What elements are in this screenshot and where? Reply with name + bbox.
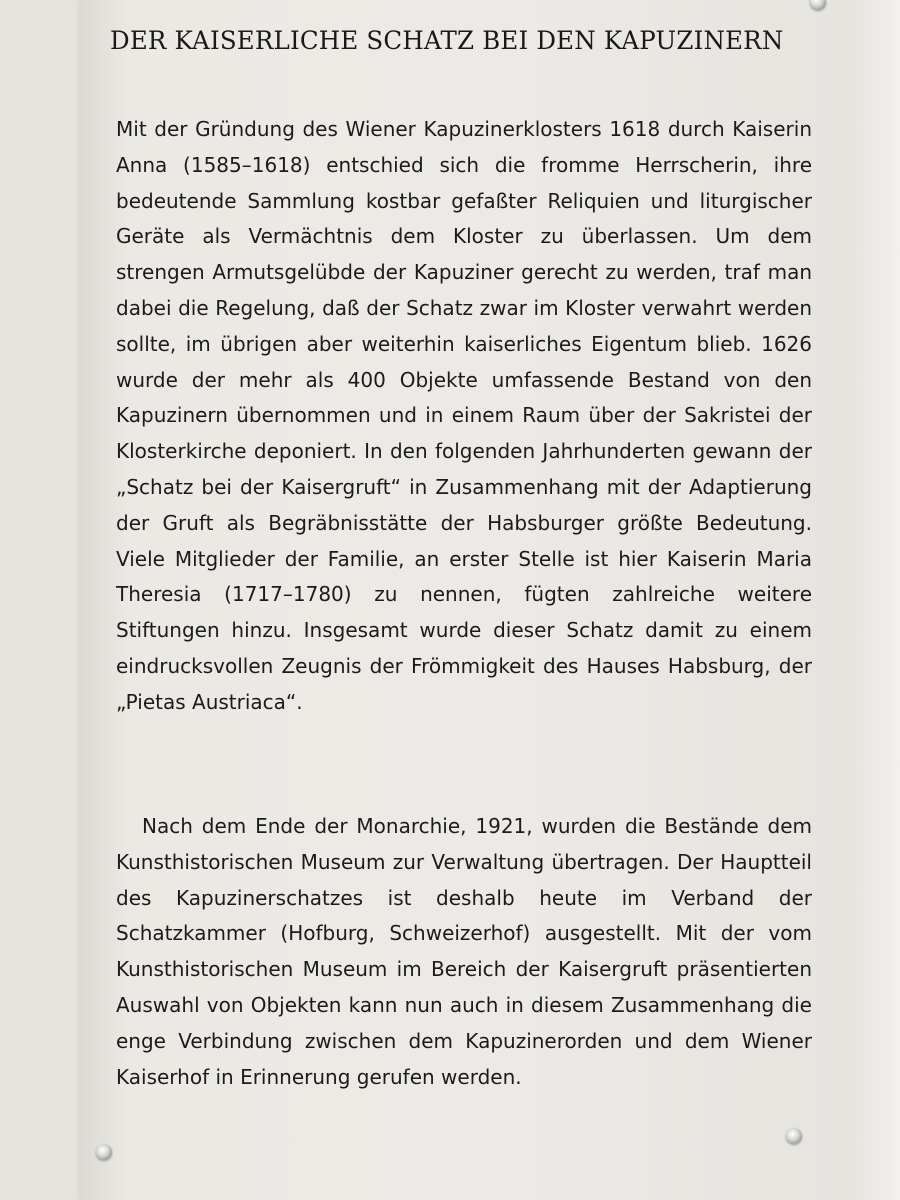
wall-edge	[852, 0, 900, 1200]
plaque-title: DER KAISERLICHE SCHATZ BEI DEN KAPUZINERN	[110, 26, 784, 55]
paragraph-history: Mit der Gründung des Wiener Kapuzinerklosters 1618 durch Kaiserin Anna (1585–1618) entschied sich die fromme Herrscherin, ihre bedeutende Sammlung kostbar gefaßter Reliquien und liturgischer Geräte als Vermächtnis dem Kloster zu überlassen. Um dem strengen Armutsgelübde der Kapuziner gerecht zu werden, traf man dabei die Regelung, daß der Schatz zwar im Kloster verwahrt werden sollte, im übrigen aber weiterhin kaiserliches Eigentum blieb. 1626 wurde der mehr als 400 Objekte umfassende Bestand von den Kapuzinern übernommen und in einem Raum über der Sakristei der Klosterkirche deponiert. In den folgenden Jahrhunderten gewann der „Schatz bei der Kaisergruft“ in Zusammenhang mit der Adaptierung der Gruft als Begräbnisstätte der Habsburger größte Bedeutung. Viele Mitglieder der Familie, an erster Stelle ist hier Kaiserin Maria Theresia (1717–1780) zu nennen, fügten zahlreiche weitere Stiftungen hinzu. Insgesamt wurde dieser Schatz damit zu einem eindrucksvollen Zeugnis der Frömmigkeit des Hauses Habsburg, der „Pietas Austriaca“.	[116, 117, 812, 714]
mounting-screw-icon	[786, 1128, 802, 1144]
mounting-screw-icon	[96, 1144, 112, 1160]
paragraph-museum: Nach dem Ende der Monarchie, 1921, wurden die Bestände dem Kunsthistorischen Museum zur Verwaltung übertragen. Der Hauptteil des Kapuzinerschatzes ist deshalb heute im Verband der Schatzkammer (Hofburg, Schweizerhof) ausgestellt. Mit der vom Kunsthistorischen Museum im Bereich der Kaisergruft präsentierten Auswahl von Objekten kann nun auch in diesem Zusammenhang die enge Verbindung zwischen dem Kapuzinerorden und dem Wiener Kaiserhof in Erinnerung gerufen werden.	[116, 814, 812, 1089]
